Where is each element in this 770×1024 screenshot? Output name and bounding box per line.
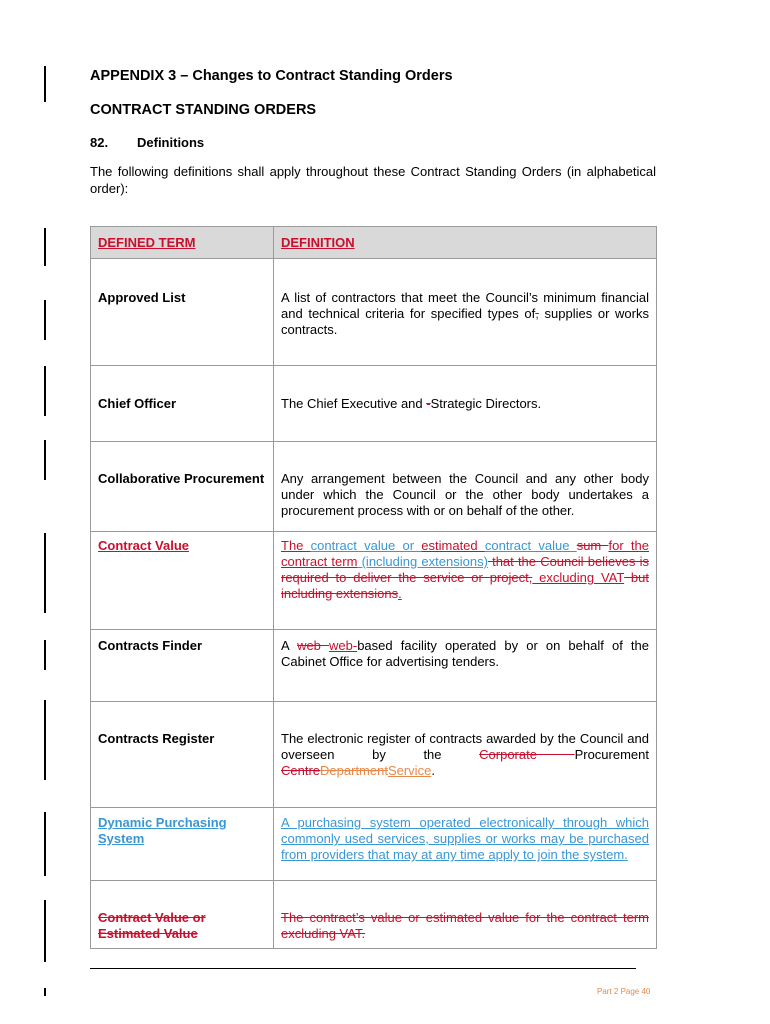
table-row xyxy=(91,630,657,702)
definition-cell: A web web-based facility operated by or on behalf of the Cabinet Office for advertising tenders. xyxy=(274,630,657,702)
definitions-table xyxy=(90,226,657,949)
change-bar xyxy=(44,988,46,996)
footer-divider xyxy=(90,968,636,969)
header-definition: DEFINITION xyxy=(281,234,355,250)
definition-cell: The contract’s value or estimated value for the contract term excluding VAT. xyxy=(274,881,657,949)
definition-cell: The contract value or estimated contract value sum for the contract term (including extensions) that the Council believes is required to deliver the service or project, excluding VAT but including extensions. xyxy=(274,532,657,630)
page-number: Part 2 Page 40 xyxy=(597,987,651,996)
definitions-heading xyxy=(90,135,204,150)
header-term: DEFINED TERM xyxy=(98,234,196,250)
header-definition-cell xyxy=(274,227,657,259)
definition-cell: The electronic register of contracts awarded by the Council and overseen by the Corporate Procurement CentreDepartmentService. xyxy=(274,702,657,808)
change-bar xyxy=(44,533,46,613)
table-row xyxy=(91,881,657,949)
table-row xyxy=(91,532,657,630)
change-bar xyxy=(44,440,46,480)
term-cell: Contract Value xyxy=(91,532,274,630)
definition-cell: A purchasing system operated electronically through which commonly used services, supplies or works may be purchased from providers that may at any time apply to join the system. xyxy=(274,808,657,881)
table-row xyxy=(91,808,657,881)
change-bar xyxy=(44,228,46,266)
change-bar xyxy=(44,700,46,780)
definition-cell: Any arrangement between the Council and any other body under which the Council or the other body undertakes a procurement process with or on behalf of the other. xyxy=(274,442,657,532)
change-bar xyxy=(44,640,46,670)
intro-paragraph: The following definitions shall apply throughout these Contract Standing Orders (in alphabetical order): xyxy=(90,164,656,196)
change-bar xyxy=(44,66,46,102)
table-row xyxy=(91,702,657,808)
section-title: CONTRACT STANDING ORDERS xyxy=(90,102,317,118)
term-cell: Approved List xyxy=(91,259,274,366)
header-term-cell xyxy=(91,227,274,259)
term-cell: Contracts Finder xyxy=(91,630,274,702)
table-header-row xyxy=(91,227,657,259)
term-cell: Dynamic Purchasing System xyxy=(91,808,274,881)
table-row xyxy=(91,366,657,442)
term-cell: Contract Value or Estimated Value xyxy=(91,881,274,949)
change-bar xyxy=(44,900,46,962)
definition-cell: The Chief Executive and -Strategic Directors. xyxy=(274,366,657,442)
change-bar xyxy=(44,300,46,340)
term-cell: Contracts Register xyxy=(91,702,274,808)
definition-cell: A list of contractors that meet the Council’s minimum financial and technical criteria for specified types of, supplies or works contracts. xyxy=(274,259,657,366)
change-bar xyxy=(44,812,46,876)
term-cell: Chief Officer xyxy=(91,366,274,442)
term-cell: Collaborative Procurement xyxy=(91,442,274,532)
appendix-heading: APPENDIX 3 – Changes to Contract Standing Orders xyxy=(90,68,453,84)
table-row xyxy=(91,259,657,366)
table-row xyxy=(91,442,657,532)
change-bar xyxy=(44,366,46,416)
section-heading: Definitions xyxy=(137,135,205,150)
section-number: 82. xyxy=(90,135,109,150)
